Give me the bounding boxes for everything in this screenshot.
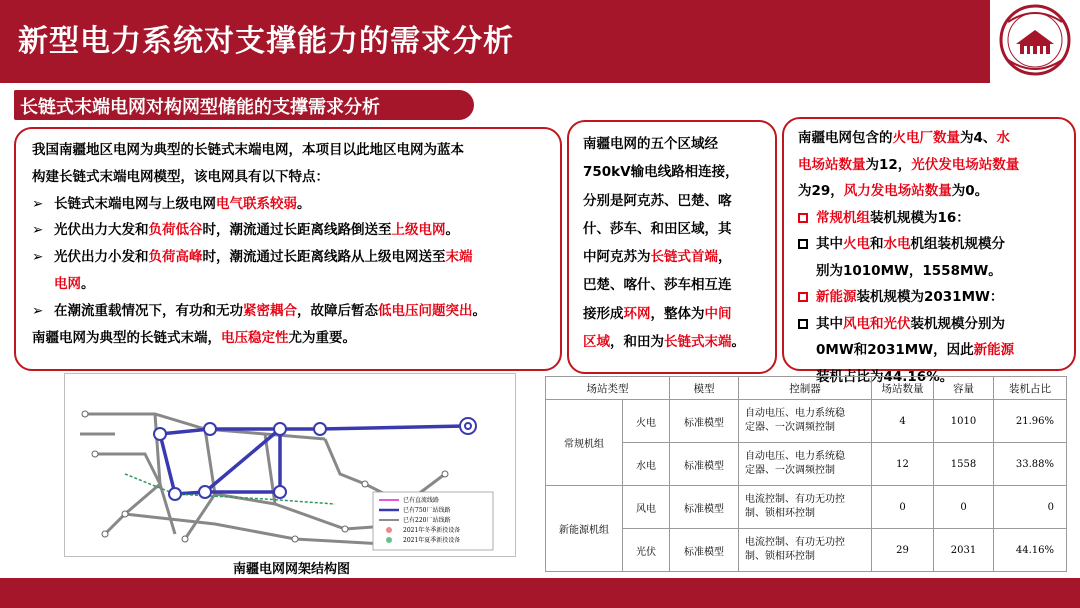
group-cell: 新能源机组 — [546, 486, 623, 572]
ratio-cell: 33.88% — [994, 443, 1067, 486]
section-title-bar — [14, 90, 474, 120]
station-table — [545, 376, 1067, 572]
text-line: 接形成环网，整体为中间 — [583, 305, 732, 322]
text-line: 巴楚、喀什、莎车相互连 — [583, 277, 732, 294]
square-bullet-icon — [798, 239, 808, 249]
map-legend-item: 2021年冬季新投设备 — [403, 527, 461, 534]
map-legend-item: 已有220厂站线路 — [403, 517, 451, 524]
controller-cell: 自动电压、电力系统稳 定器、一次调频控制 — [739, 443, 872, 486]
bullet-item: ➢ 在潮流重载情况下，有功和无功紧密耦合，故障后暂态低电压问题突出。 — [32, 298, 558, 325]
text-line: 南疆电网包含的火电厂数量为4、水 — [798, 130, 1010, 146]
text-line: 区域，和田为长链式末端。 — [583, 334, 745, 351]
text-line: 电场站数量为12，光伏发电场站数量 — [798, 156, 1020, 173]
capacity-cell: 1010 — [934, 400, 994, 443]
table-header-row — [546, 377, 1067, 400]
capacity-box — [782, 117, 1076, 385]
text-line: 新能源装机规模为2031MW： — [798, 284, 1068, 311]
ratio-cell: 0 — [994, 486, 1067, 529]
ratio-cell: 21.96% — [994, 400, 1067, 443]
column-header: 场站数量 — [872, 377, 934, 400]
intro-line: 我国南疆地区电网为典型的长链式末端电网，本项目以此地区电网为蓝本 — [32, 142, 464, 158]
text-line: 分别是阿克苏、巴楚、喀 — [583, 192, 732, 209]
square-bullet-icon — [798, 213, 808, 223]
type-cell: 水电 — [623, 443, 670, 486]
controller-cell: 电流控制、有功无功控 制、锁相环控制 — [739, 529, 872, 572]
controller-cell: 自动电压、电力系统稳 定器、一次调频控制 — [739, 400, 872, 443]
map-caption: 南疆电网网架结构图 — [233, 562, 351, 577]
bullet-arrow-icon: ➢ — [32, 249, 44, 266]
table-row — [546, 486, 1067, 529]
map-legend-item: 2021年夏季新投设备 — [403, 537, 461, 544]
page-title: 新型电力系统对支撑能力的需求分析 — [18, 24, 514, 59]
header-bar — [0, 0, 1080, 83]
section-title: 长链式末端电网对构网型储能的支撑需求分析 — [20, 97, 380, 118]
bullet-arrow-icon: ➢ — [32, 195, 44, 212]
square-bullet-icon — [798, 319, 808, 329]
text-line: 750kV输电线路相连接， — [583, 164, 739, 181]
column-header: 控制器 — [739, 377, 872, 400]
bullet-arrow-icon: ➢ — [32, 222, 44, 239]
controller-cell: 电流控制、有功无功控 制、锁相环控制 — [739, 486, 872, 529]
count-cell: 12 — [872, 443, 934, 486]
university-logo — [990, 0, 1080, 83]
text-line: 其中火电和水电机组装机规模分 — [798, 231, 1068, 258]
table-row — [546, 443, 1067, 486]
count-cell: 29 — [872, 529, 934, 572]
column-header: 模型 — [670, 377, 739, 400]
model-cell: 标准模型 — [670, 400, 739, 443]
map-legend-item: 已有750厂站线路 — [403, 507, 451, 514]
model-cell: 标准模型 — [670, 529, 739, 572]
capacity-cell: 1558 — [934, 443, 994, 486]
bullet-arrow-icon: ➢ — [32, 302, 44, 319]
intro-line: 构建长链式末端电网模型，该电网具有以下特点： — [32, 168, 329, 185]
bullet-item-cont: 电网。 — [54, 275, 95, 292]
group-cell: 常规机组 — [546, 400, 623, 486]
text-line: 常规机组装机规模为16： — [798, 205, 1068, 232]
model-cell: 标准模型 — [670, 443, 739, 486]
ratio-cell: 44.16% — [994, 529, 1067, 572]
square-bullet-icon — [798, 292, 808, 302]
text-line: 中阿克苏为长链式首端， — [583, 249, 732, 266]
text-line: 别为1010MW，1558MW。 — [816, 262, 1002, 279]
capacity-cell: 2031 — [934, 529, 994, 572]
type-cell: 火电 — [623, 400, 670, 443]
count-cell: 4 — [872, 400, 934, 443]
count-cell: 0 — [872, 486, 934, 529]
table-row — [546, 400, 1067, 443]
bullet-item: ➢ 光伏出力大发和负荷低谷时，潮流通过长距离线路倒送至上级电网。 — [32, 217, 558, 244]
model-cell: 标准模型 — [670, 486, 739, 529]
conclusion-line: 南疆电网为典型的长链式末端，电压稳定性尤为重要。 — [32, 329, 356, 346]
column-header: 容量 — [934, 377, 994, 400]
text-line: 为29，风力发电场站数量为0。 — [798, 183, 989, 199]
column-header: 场站类型 — [546, 377, 670, 400]
regions-box — [567, 120, 777, 374]
map-legend-item: 已有直流线路 — [403, 497, 440, 504]
characteristics-box — [14, 127, 562, 371]
column-header: 装机占比 — [994, 377, 1067, 400]
text-line: 什、莎车、和田区域，其 — [583, 220, 732, 237]
type-cell: 风电 — [623, 486, 670, 529]
bullet-item: ➢ 长链式末端电网与上级电网电气联系较弱。 — [32, 191, 558, 218]
text-line: 其中风电和光伏装机规模分别为 — [798, 311, 1068, 338]
table-row — [546, 529, 1067, 572]
capacity-cell: 0 — [934, 486, 994, 529]
bullet-item: ➢ 光伏出力小发和负荷高峰时，潮流通过长距离线路从上级电网送至末端 — [32, 244, 558, 271]
text-line: 0MW和2031MW，因此新能源 — [816, 342, 1015, 358]
grid-structure-map — [64, 373, 516, 557]
text-line: 南疆电网的五个区域经 — [583, 136, 718, 152]
type-cell: 光伏 — [623, 529, 670, 572]
text-line: 装机占比为44.16%。 — [816, 368, 954, 385]
footer-bar — [0, 578, 1080, 608]
